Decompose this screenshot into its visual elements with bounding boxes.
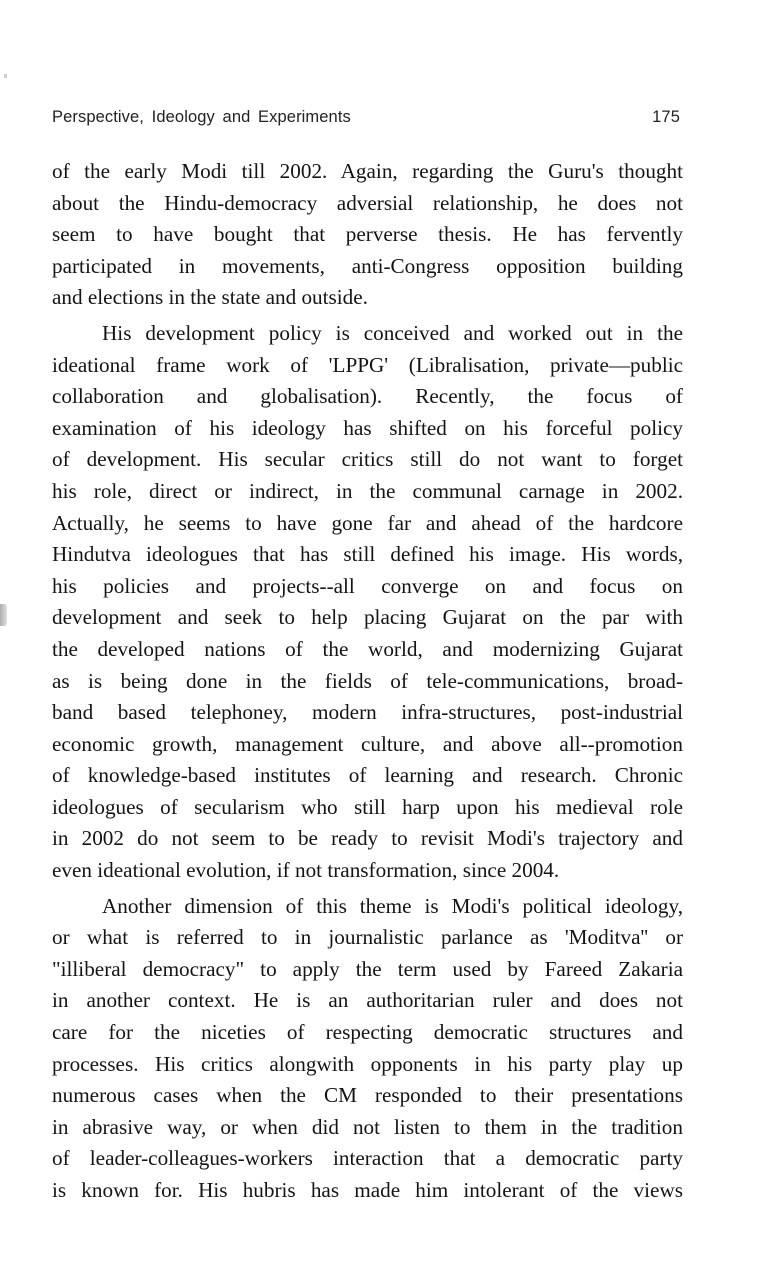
- text-line: his policies and projects--all converge on and focus on: [52, 573, 683, 598]
- text-line: Actually, he seems to have gone far and ahead of the hardcore: [52, 510, 683, 535]
- text-line: processes. His critics alongwith opponents in his party play up: [52, 1051, 683, 1076]
- text-line: of knowledge-based institutes of learning and research. Chronic: [52, 763, 683, 788]
- text-line: participated in movements, anti-Congress opposition building: [52, 253, 683, 278]
- text-line: care for the niceties of respecting democratic structures and: [52, 1020, 683, 1045]
- text-line: of development. His secular critics still do not want to forget: [52, 447, 683, 472]
- text-line: is known for. His hubris has made him intolerant of the views: [52, 1178, 683, 1202]
- text-line: ideational frame work of 'LPPG' (Libralisation, private—public: [52, 352, 683, 377]
- paragraph-1: [52, 156, 683, 314]
- text-line: examination of his ideology has shifted on his forceful policy: [52, 415, 683, 440]
- text-line: as is being done in the fields of tele-communications, broad-: [52, 668, 683, 693]
- text-line: in 2002 do not seem to be ready to revisit Modi's trajectory and: [52, 826, 683, 851]
- text-line: in another context. He is an authoritarian ruler and does not: [52, 988, 683, 1013]
- text-line: and elections in the state and outside.: [52, 285, 368, 310]
- text-line: His development policy is conceived and worked out in the: [102, 320, 683, 345]
- text-line: his role, direct or indirect, in the communal carnage in 2002.: [52, 478, 683, 503]
- text-line: numerous cases when the CM responded to their presentations: [52, 1083, 683, 1108]
- text-line: development and seek to help placing Gujarat on the par with: [52, 605, 683, 630]
- text-line: Hindutva ideologues that has still defined his image. His words,: [52, 542, 683, 567]
- paragraph-2: [52, 318, 683, 887]
- text-line: "illiberal democracy" to apply the term used by Fareed Zakaria: [52, 956, 683, 981]
- body-text: [52, 156, 683, 1207]
- text-line: or what is referred to in journalistic parlance as 'Moditva'' or: [52, 925, 683, 950]
- text-line: even ideational evolution, if not transformation, since 2004.: [52, 858, 560, 883]
- text-line: of leader-colleagues-workers interaction that a democratic party: [52, 1146, 683, 1171]
- running-header: [52, 108, 682, 130]
- text-line: about the Hindu-democracy adversial relationship, he does not: [52, 190, 683, 215]
- text-line: the developed nations of the world, and modernizing Gujarat: [52, 636, 683, 661]
- page-number: 175: [652, 108, 680, 126]
- text-line: seem to have bought that perverse thesis. He has fervently: [52, 222, 683, 247]
- paragraph-3: [52, 891, 683, 1207]
- text-line: of the early Modi till 2002. Again, regarding the Guru's thought: [52, 159, 683, 183]
- text-line: ideologues of secularism who still harp upon his medieval role: [52, 794, 683, 819]
- text-line: economic growth, management culture, and above all--promotion: [52, 731, 683, 756]
- scan-artifact-mark: [0, 604, 7, 626]
- text-line: in abrasive way, or when did not listen to them in the tradition: [52, 1114, 683, 1139]
- text-line: band based telephoney, modern infra-structures, post-industrial: [52, 700, 683, 725]
- running-title: Perspective, Ideology and Experiments: [52, 108, 351, 126]
- text-line: Another dimension of this theme is Modi's political ideology,: [102, 893, 683, 918]
- scan-artifact-dot: [4, 74, 7, 78]
- text-line: collaboration and globalisation). Recently, the focus of: [52, 384, 683, 409]
